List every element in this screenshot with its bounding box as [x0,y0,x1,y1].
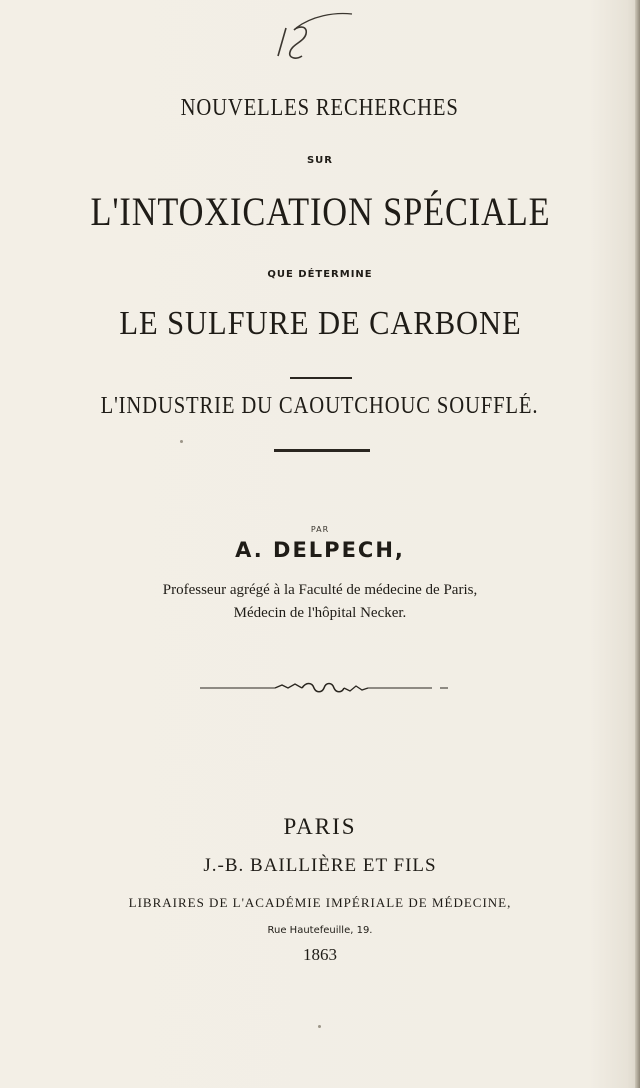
author-role-1: Professeur agrégé à la Faculté de médecine de Paris, [162,582,478,598]
imprint-libraires: LIBRAIRES DE L'ACADÉMIE IMPÉRIALE DE MÉDECINE, [128,895,512,910]
imprint-publisher: J.-B. BAILLIÈRE ET FILS [203,855,437,876]
divider-rule-1 [290,377,352,379]
sur-wrap [0,148,640,167]
que-wrap [0,262,640,281]
printer-ornament [200,676,450,700]
year-wrap [0,945,640,965]
paper-speck [180,440,183,443]
libraires-wrap [0,892,640,911]
title-line-3: LE SULFURE DE CARBONE [118,305,522,342]
que-label: QUE DÉTERMINE [267,269,373,280]
par-wrap [0,517,640,536]
title-line-3-wrap [0,305,640,343]
title-line-1: NOUVELLES RECHERCHES [180,95,460,121]
author-name: A. DELPECH, [235,538,405,562]
author-role-2: Médecin de l'hôpital Necker. [233,605,407,621]
imprint-city: PARIS [283,814,357,839]
paper-speck-2 [318,1025,321,1028]
imprint-address: Rue Hautefeuille, 19. [267,925,373,936]
sur-label: SUR [306,155,334,166]
title-line-1-wrap [0,95,640,122]
handwritten-mark [250,8,360,68]
title-line-4-wrap [0,393,640,420]
title-line-2: L'INTOXICATION SPÉCIALE [89,189,551,234]
author-role-1-wrap [0,579,640,599]
author-name-wrap [0,538,640,562]
address-wrap [0,918,640,937]
author-role-2-wrap [0,602,640,622]
par-label: PAR [310,525,330,534]
publisher-wrap [0,855,640,877]
imprint-year: 1863 [303,945,337,964]
handwritten-mark-text: 15 [250,8,252,9]
divider-rule-2 [274,449,370,452]
title-line-4: L'INDUSTRIE DU CAOUTCHOUC SOUFFLÉ. [101,393,539,419]
city-wrap [0,814,640,840]
title-line-2-wrap [0,188,640,235]
